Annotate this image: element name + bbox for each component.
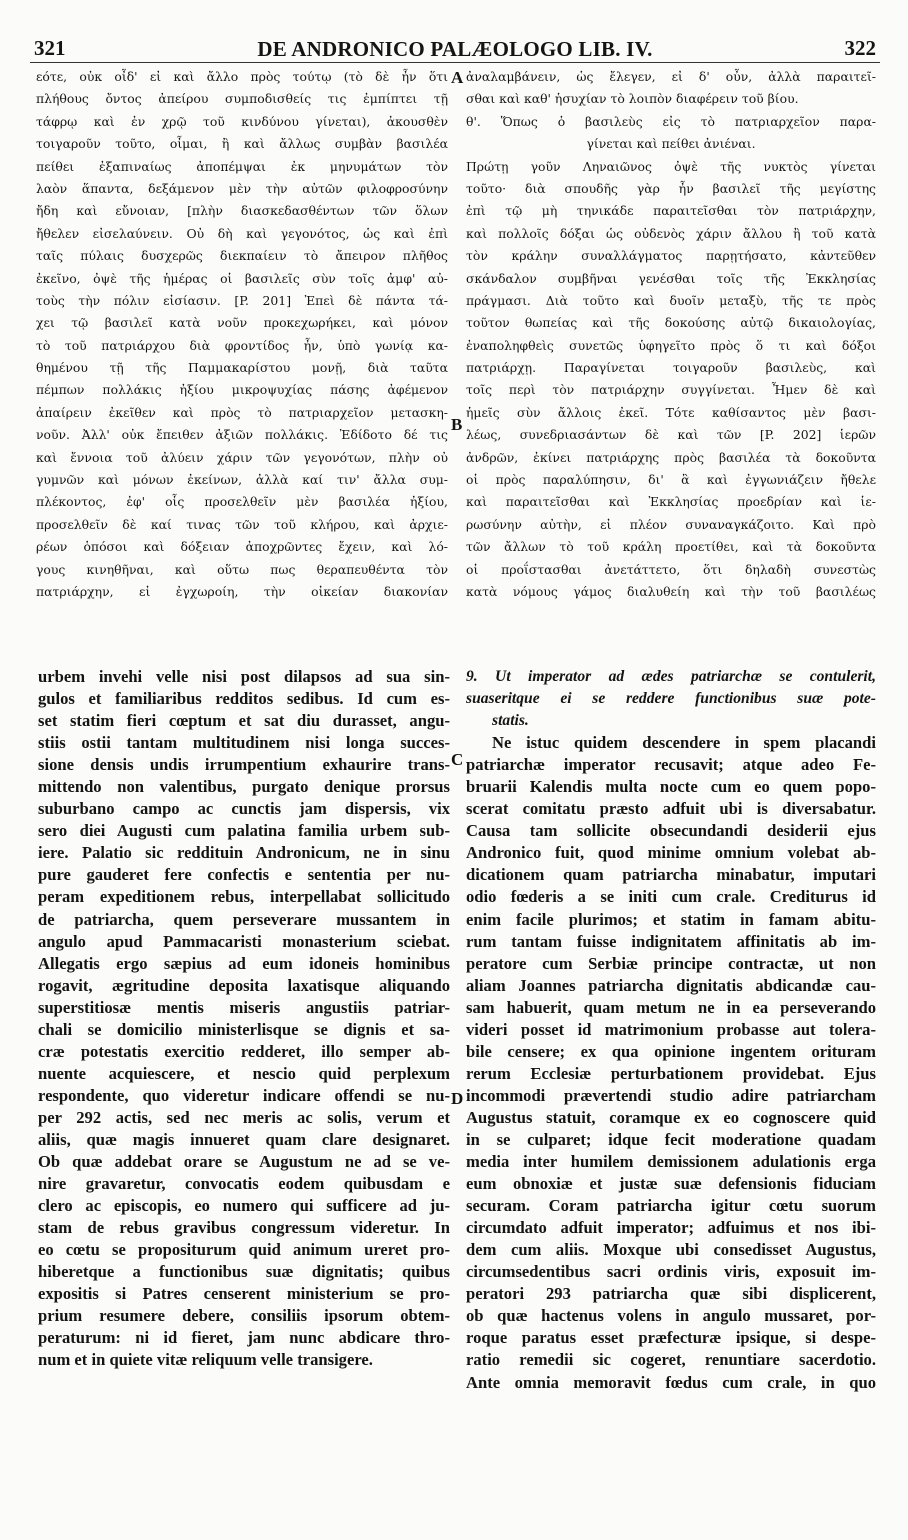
text-line: iere. Palatio sic reddituin Andronicum, ne in sinu — [38, 843, 450, 863]
text-line: ἀπαίρειν ἐκεῖθεν καὶ πρὸς τὸ πατριαρχεῖον μετασκη- — [36, 404, 448, 420]
text-line: Allegatis ergo sæpius ad eum idoneis hominibus — [38, 953, 450, 973]
text-line: rum tantam fuisse indignitatem affinitatis ab im- — [466, 931, 876, 951]
text-line: τὸ τοῦ πατριάρχου διὰ φροντίδος ἦν, ὑπὸ γωνίᾳ κα- — [36, 337, 448, 353]
text-line: Causa tam sollicite obsecundandi desiderii ejus — [466, 821, 876, 841]
text-line: σκάνδαλον συμβῆναι γενέσθαι τοῖς τῆς Ἐκκλησίας — [466, 270, 876, 286]
margin-marker-b: B — [451, 415, 463, 434]
text-line: circumsedentibus sacri ordinis viris, exposuit im- — [466, 1262, 876, 1282]
text-line: set statim fieri cœptum et sat diu durasset, angu- — [38, 711, 450, 731]
text-line: Ante omnia memoravit fœdus cum crale, in quo — [466, 1372, 876, 1392]
text-line: ἤθελεν εἰσελαύνειν. Οὐ δὴ καὶ γεγονότος, ὡς καὶ ἐπὶ — [36, 225, 448, 241]
text-line: odio fœderis a se initi cum crale. Crediturus id — [466, 887, 876, 907]
text-line: de patriarcha, quem perseverare mussantem in — [38, 909, 450, 929]
text-line: λαὸν ἅπαντα, δεξάμενον μὲν τὴν αὐτῶν φιλοφροσύνην — [36, 180, 448, 196]
text-line: οἱ πρὸς παραλύπησιν, δι' ἃ καὶ ἐγγωνιάζειν ἤθελε — [466, 472, 876, 488]
text-line: λέως, συνεδριασάντων δὲ καὶ τῶν [P. 202] ἱερῶν — [466, 427, 876, 443]
text-line: τοιγαροῦν τοῦτο, οἶμαι, ἢ καὶ ἄλλως συμβὰν βασιλέα — [36, 136, 448, 152]
text-line: peram expeditionem rebus, interpellabat sollicitudo — [38, 887, 450, 907]
text-line: τοὺς τὴν πόλιν εἰσίασιν. [P. 201] Ἐπεὶ δὲ πάντα τά- — [36, 292, 448, 308]
text-line: peratore cum Serbiæ principe contractæ, ut non — [466, 953, 876, 973]
text-line: dicationem quam patriarcha minabatur, imputari — [466, 865, 876, 885]
text-line: clero ac episcopis, eo numero qui sufficere ad ju- — [38, 1196, 450, 1216]
text-line: incommodi prævertendi studio adire patriarcham — [466, 1085, 876, 1105]
text-line: peratori 293 patriarcha quæ sibi displicerent, — [466, 1284, 876, 1304]
text-line: ταῖς πύλαις δυσχερῶς διεκπαίειν τὸ ἄπειρον πλῆθος — [36, 248, 448, 264]
text-line: τῶν ἄλλων τὸ τοῦ κράλη προετίθει, καὶ τὰ δοκοῦντα — [466, 539, 876, 555]
text-line: γίνεται καὶ πείθει ἀνιέναι. — [586, 136, 756, 152]
text-line: καὶ πολλοῖς δόξαι ὡς οὐδενὸς χάριν ἄλλου ἢ τοῦ κατὰ — [466, 225, 876, 241]
text-line: bile censere; ex qua opinione ingentem orituram — [466, 1041, 876, 1061]
text-line: πέμπων πολλάκις ἠξίου μικροψυχίας πάσης ἀφέμενον — [36, 382, 448, 398]
text-line: θ'. Ὅπως ὁ βασιλεὺς εἰς τὸ πατριαρχεῖον παρα- — [466, 113, 876, 129]
text-line: ρέων ὁπόσοι καὶ δόξειαν ἀποχρῶντες ἔχειν, καὶ λό- — [36, 539, 448, 555]
text-line: suaseritque ei se reddere functionibus suæ pote- — [466, 690, 876, 708]
text-line: prium resumere debere, consiliis ipsorum obtem- — [38, 1306, 450, 1326]
text-line: roque paratus esset præfecturæ ipsique, si despe- — [466, 1328, 876, 1348]
text-line: eo cœtu se propositurum quid animum ureret pro- — [38, 1240, 450, 1260]
text-line: sione densis undis irrumpentium exhaurire trans- — [38, 755, 450, 775]
greek-text-left-column — [36, 66, 448, 603]
latin-text-right-column — [466, 666, 876, 1394]
text-line: circumdato adfuit imperator; adfuimus et nos ibi- — [466, 1218, 876, 1238]
text-line: ἀναλαμβάνειν, ὡς ἔλεγεν, εἰ δ' οὖν, ἀλλὰ παραιτεῖ- — [466, 69, 876, 84]
text-line: τοῖς περὶ τὸν πατριάρχην συγγίνεται. Ἦμεν δὲ καὶ — [466, 382, 876, 398]
text-line: 9. Ut imperator ad ædes patriarchæ se contulerit, — [466, 668, 876, 685]
text-line: ἐπὶ τῷ μὴ τηνικάδε παραιτεῖσθαι τὸν πατριάρχην, — [466, 203, 876, 219]
text-line: τοῦτον θωπείας καὶ τῆς δοκούσης αὐτῷ δικαιολογίας, — [466, 315, 876, 331]
text-line: νοῦν. Ἀλλ' οὐκ ἔπειθεν ἀξιῶν πολλάκις. Ἐδίδοτο δέ τις — [36, 427, 448, 443]
text-line: καὶ ἔννοια τοῦ ἀλύειν χάριν τῶν γεγονότων, πλὴν οὐ — [36, 449, 448, 465]
text-line: προσελθεῖν δὲ καί τινας τῶν τοῦ κλήρου, καὶ ἀρχιε- — [36, 516, 448, 532]
text-line: Πρώτῃ γοῦν Ληναιῶνος ὀψὲ τῆς νυκτὸς γίνεται — [466, 158, 876, 174]
text-line: τὸν κράλην συναλλάγματος παρῃτήσατο, κἀντεῦθεν — [466, 248, 876, 264]
text-line: γυμνῶν καὶ μόνων ἐκείνων, ἀλλὰ καί τιν' ἄλλα συμ- — [36, 472, 448, 488]
text-line: οἱ προΐστασθαι ἀνετάττετο, ὅτι δηλαδὴ συνεστὼς — [466, 561, 876, 577]
text-line: καὶ παραιτεῖσθαι καὶ Ἐκκλησίας προεδρίαν καὶ ἱε- — [466, 494, 876, 510]
text-line: πράγμασι. Διὰ τοῦτο καὶ δυοῖν μεταξὺ, τῆς τε πρὸς — [466, 292, 876, 308]
text-line: stiis ostii tantam multitudinem nisi longa succes- — [38, 733, 450, 753]
text-line: enim facile plurimos; et statim in famam abitu- — [466, 909, 876, 929]
text-line: angulo apud Pammacaristi monasterium sciebat. — [38, 931, 450, 951]
text-line: γους κινηθῆναι, καὶ οὕτω πως θεραπευθέντα τὸν — [36, 561, 448, 577]
text-line: bruarii Kalendis multa nocte cum eo quem popo- — [466, 777, 876, 797]
text-line: mittendo non valentibus, purgato denique prorsus — [38, 777, 450, 797]
text-line: Ob quæ addebat orare se Augustum ne ad se ve- — [38, 1152, 450, 1172]
text-line: πατριάρχῃ. Παραγίνεται τοιγαροῦν βασιλεὺς, καὶ — [466, 360, 876, 376]
margin-marker-a: A — [451, 68, 464, 87]
text-line: in se culparet; idque fecit moderatione quadam — [466, 1129, 876, 1149]
text-line: σθαι καὶ καθ' ἡσυχίαν τὸ λοιπὸν διαφέρειν τοῦ βίου. — [466, 91, 799, 107]
text-line: suburbano campo ac cunctis jam dispersis, vix — [38, 799, 450, 819]
text-line: nire gravaretur, convocatis eodem quibusdam e — [38, 1174, 450, 1194]
text-line: per 292 actis, sed nec meris ac solis, verum et — [38, 1107, 450, 1127]
text-line: aliis, quæ magis innueret quam clare designaret. — [38, 1129, 450, 1149]
text-line: scerat comitatu præsto adfuit ubi is diversabatur. — [466, 799, 876, 819]
text-line: cræ potestatis exercitio redderet, illo semper ab- — [38, 1041, 450, 1061]
right-page-number: 322 — [844, 36, 876, 60]
text-line: expositis si Patres censerent ministerium se pro- — [38, 1284, 450, 1304]
text-line: τοῦτο· διὰ σπουδῆς γὰρ ἦν βασιλεῖ τῆς μεγίστης — [466, 180, 876, 196]
text-line: superstitiosæ mentis miseris angustiis patriar- — [38, 997, 450, 1017]
text-line: χει τῷ βασιλεῖ κατὰ νοῦν προκεχωρήκει, καὶ μόνον — [36, 315, 448, 331]
text-line: aliam Joannes patriarcha dignitatis abdicandæ cau- — [466, 975, 876, 995]
text-line: num et in quiete vitæ reliquum velle transigere. — [38, 1350, 373, 1370]
text-line: respondente, quo videretur indicare offendi se nu- — [38, 1085, 450, 1105]
text-line: εότε, οὐκ οἶδ' εἰ καὶ ἄλλο πρὸς τούτῳ (τὸ δὲ ἦν ὅτι — [36, 69, 448, 84]
margin-marker-c: C — [451, 750, 464, 769]
text-line: πατριάρχην, εἰ ἐγχωροίη, τὴν οἰκείαν διακονίαν — [36, 583, 448, 599]
text-line: ἀνδρῶν, ἐκίνει πατριάρχης πρὸς βασιλέα τὰ δοκοῦντα — [466, 449, 876, 465]
text-line: eum obnoxiæ et justæ suæ defensionis fiduciam — [466, 1174, 876, 1194]
text-line: nuente acquiescere, et nescio quid perplexum — [38, 1063, 450, 1083]
text-line: θημένου τῇ τῆς Παμμακαρίστου μονῇ, διὰ ταῦτα — [36, 360, 448, 376]
text-line: ἐκεῖνο, ὀψὲ τῆς ἡμέρας οἱ βασιλεῖς σὺν τοῖς ἀμφ' αὐ- — [36, 270, 448, 286]
text-line: ἤδη καὶ εὔνοιαν, [πλὴν διασκεδασθέντων τῶν ὅλων — [36, 203, 448, 219]
text-line: ρωσύνην αὐτὴν, εἰ πλέον συναναγκάζοιτο. Καὶ πρὸ — [466, 516, 876, 532]
text-line: rerum Ecclesiæ perturbationem providebat. Ejus — [466, 1063, 876, 1083]
greek-text-right-column — [466, 66, 876, 603]
text-line: hiberetque a functionibus suæ dignitatis; quibus — [38, 1262, 450, 1282]
text-line: Augustus statuit, coramque ex eo cognoscere quid — [466, 1107, 876, 1127]
text-line: Ne istuc quidem descendere in spem placandi — [492, 733, 876, 753]
text-line: stam de rebus gravibus congressum videretur. In — [38, 1218, 450, 1238]
text-line: dem cum aliis. Moxque ubi consedisset Augustus, — [466, 1240, 876, 1260]
text-line: videri posset id matrimonium probasse aut tolera- — [466, 1019, 876, 1039]
text-line: sero diei Augusti cum palatina familia urbem sub- — [38, 821, 450, 841]
text-line: urbem invehi velle nisi post dilapsos ad sua sin- — [38, 667, 450, 686]
text-line: ἐναποληφθεὶς συνετῶς ὑφηγεῖτο πρὸς ὅ τι καὶ δόξοι — [466, 337, 876, 353]
text-line: gulos et familiaribus redditos sedibus. Id cum es- — [38, 689, 450, 709]
text-line: ἡμεῖς σὺν ἄλλοις ἐκεῖ. Τότε καθίσαντος μὲν βασι- — [466, 404, 876, 420]
text-line: ratio remedii sic cogeret, renuntiare sacerdotio. — [466, 1350, 876, 1370]
running-header — [30, 36, 880, 63]
text-line: Andronico fuit, quod minime omnium volebat ab- — [466, 843, 876, 863]
text-line: statis. — [492, 712, 529, 730]
text-line: chali se domicilio ministerlisque se dignis et sa- — [38, 1019, 450, 1039]
latin-text-left-column — [38, 666, 450, 1372]
text-line: securam. Coram patriarcha igitur cœtu suorum — [466, 1196, 876, 1216]
running-title: DE ANDRONICO PALÆOLOGO LIB. IV. — [257, 37, 653, 61]
text-line: peraturum: ni id fieret, jam nunc abdicare thro- — [38, 1328, 450, 1348]
text-line: τάφρῳ καὶ ἐν χρῷ τοῦ κινδύνου γίνεται), ἀκουσθὲν — [36, 113, 448, 129]
left-page-number: 321 — [34, 36, 66, 60]
text-line: πείθει ἐξαπιναίως ἀποπέμψαι ἐκ μηνυμάτων τὸν — [36, 158, 448, 174]
text-line: ob quæ hactenus volens in angulo mussaret, por- — [466, 1306, 876, 1326]
text-line: media inter humilem demissionem adulationis erga — [466, 1152, 876, 1172]
text-line: πλήθους ὄντος ἀπείρου συμποδισθείς τις ἐμπίπτει τῇ — [36, 91, 448, 107]
text-line: patriarchæ imperator recusavit; atque adeo Fe- — [466, 755, 876, 775]
text-line: pure gauderet fere confectis e sententia per nu- — [38, 865, 450, 885]
text-line: κατὰ νόμους γάμος διαλυθείη καὶ τὴν τοῦ βασιλέως — [466, 583, 876, 599]
margin-marker-d: D — [451, 1089, 464, 1108]
text-line: sam habuerit, quam metum ne in ea perseverando — [466, 997, 876, 1017]
text-line: πλέκοντος, ἐφ' οἷς προσελθεῖν μὲν βασιλέα ἠξίου, — [36, 494, 448, 510]
text-line: rogavit, ægritudine deposita laxatisque aliquando — [38, 975, 450, 995]
